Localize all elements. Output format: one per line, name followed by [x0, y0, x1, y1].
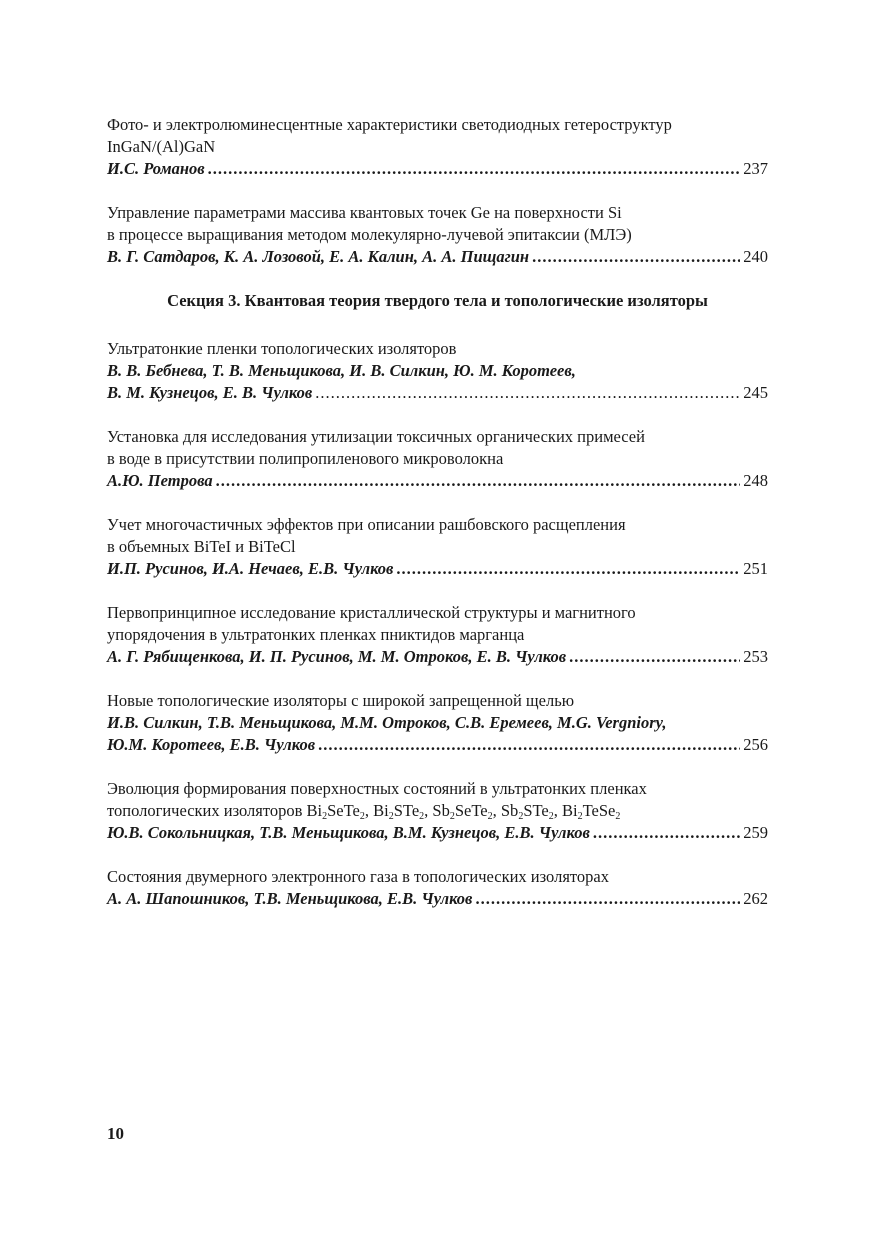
section-heading: Секция 3. Квантовая теория твердого тела и топологические изоляторы [167, 291, 708, 310]
entry-author-row [107, 558, 768, 580]
entry-authors: И.С. Романов [107, 159, 205, 178]
entry-title-line: InGaN/(Al)GaN [107, 137, 216, 156]
entry-title-line: упорядочения в ультратонких пленках пниктидов марганца [107, 625, 525, 644]
dot-leader [208, 158, 741, 180]
dot-leader [532, 246, 740, 268]
entry-author-row [107, 646, 768, 668]
entry-authors-line: В. В. Бебнева, Т. В. Меньщикова, И. В. Силкин, Ю. М. Коротеев, [107, 361, 576, 380]
toc-entry [107, 514, 768, 580]
entry-author-row [107, 734, 768, 756]
entry-authors: А.Ю. Петрова [107, 471, 213, 490]
page-number: 10 [107, 1124, 124, 1143]
entry-title-line: Установка для исследования утилизации токсичных органических примесей [107, 427, 645, 446]
toc-entry [107, 778, 768, 844]
entry-title-line: Новые топологические изоляторы с широкой запрещенной щелью [107, 691, 575, 710]
formula: $Bi_2STe_2$ [373, 801, 425, 822]
entry-authors: А. Г. Рябищенкова, И. П. Русинов, М. М. Отроков, Е. В. Чулков [107, 647, 567, 666]
entry-authors-line: И.В. Силкин, Т.В. Меньщикова, М.М. Отроков, С.В. Еремеев, M.G. Vergniory, [107, 713, 667, 732]
formula: $Sb_2STe_2$ [500, 801, 554, 822]
entry-page-number: 237 [743, 159, 768, 178]
formula-prefix: топологических изоляторов [107, 801, 303, 820]
formula: $Bi_2TeSe_2$ [562, 801, 621, 822]
formula: $Sb_2SeTe_2$ [432, 801, 493, 822]
toc-entry [107, 114, 768, 180]
entry-title-line: Эволюция формирования поверхностных состояний в ультратонких пленках [107, 779, 647, 798]
dot-leader [475, 888, 740, 910]
entry-authors: Ю.М. Коротеев, Е.В. Чулков [107, 735, 316, 754]
entry-author-row [107, 158, 768, 180]
entry-authors: И.П. Русинов, И.А. Нечаев, Е.В. Чулков [107, 559, 394, 578]
entry-authors: А. А. Шапошников, Т.В. Меньщикова, Е.В. Чулков [107, 889, 473, 908]
entry-title-line: Первопринципное исследование кристаллической структуры и магнитного [107, 603, 636, 622]
dot-leader [569, 646, 740, 668]
dot-leader [216, 470, 741, 492]
entry-title-line: Управление параметрами массива квантовых точек Ge на поверхности Si [107, 203, 622, 222]
entry-authors: Ю.В. Сокольницкая, Т.В. Меньщикова, В.М. Кузнецов, Е.В. Чулков [107, 823, 590, 842]
dot-leader [318, 734, 740, 756]
dot-leader [593, 822, 740, 844]
entry-page-number: 256 [743, 735, 768, 754]
toc-entry [107, 426, 768, 492]
toc-entry [107, 338, 768, 404]
toc-entry [107, 602, 768, 668]
entry-title-line: в процессе выращивания методом молекулярно-лучевой эпитаксии (МЛЭ) [107, 225, 632, 244]
formula: $Bi_2SeTe_2$ [306, 801, 365, 822]
entry-title-formula-line: топологических изоляторов $Bi_2SeTe_2$, $Bi_2STe_2$, $Sb_2SeTe_2$, $Sb_2STe_2$, $Bi_2TeSe_2$ [107, 801, 621, 822]
entry-author-row [107, 470, 768, 492]
toc-entry [107, 866, 768, 910]
entry-page-number: 253 [743, 647, 768, 666]
toc-entry [107, 202, 768, 268]
entry-title-line: в воде в присутствии полипропиленового микроволокна [107, 449, 504, 468]
dot-leader [396, 558, 740, 580]
entry-author-row [107, 822, 768, 844]
entry-page-number: 245 [743, 383, 768, 402]
entry-page-number: 259 [743, 823, 768, 842]
entry-author-row [107, 246, 768, 268]
entry-title-line: в объемных BiTeI и BiTeCl [107, 537, 296, 556]
entry-page-number: 240 [743, 247, 768, 266]
table-of-contents [107, 114, 768, 932]
entry-page-number: 248 [743, 471, 768, 490]
entry-title-line: Ультратонкие пленки топологических изоляторов [107, 339, 457, 358]
entry-author-row [107, 888, 768, 910]
entry-authors: В. Г. Сатдаров, К. А. Лозовой, Е. А. Калин, А. А. Пищагин [107, 247, 530, 266]
toc-entry [107, 690, 768, 756]
entry-page-number: 251 [743, 559, 768, 578]
dot-leader [315, 382, 740, 404]
entry-author-row [107, 382, 768, 404]
entry-authors: В. М. Кузнецов, Е. В. Чулков [107, 383, 313, 402]
entry-page-number: 262 [743, 889, 768, 908]
entry-title-line: Фото- и электролюминесцентные характеристики светодиодных гетероструктур [107, 115, 672, 134]
entry-title-line: Состояния двумерного электронного газа в топологических изоляторах [107, 867, 609, 886]
entry-title-line: Учет многочастичных эффектов при описании рашбовского расщепления [107, 515, 626, 534]
